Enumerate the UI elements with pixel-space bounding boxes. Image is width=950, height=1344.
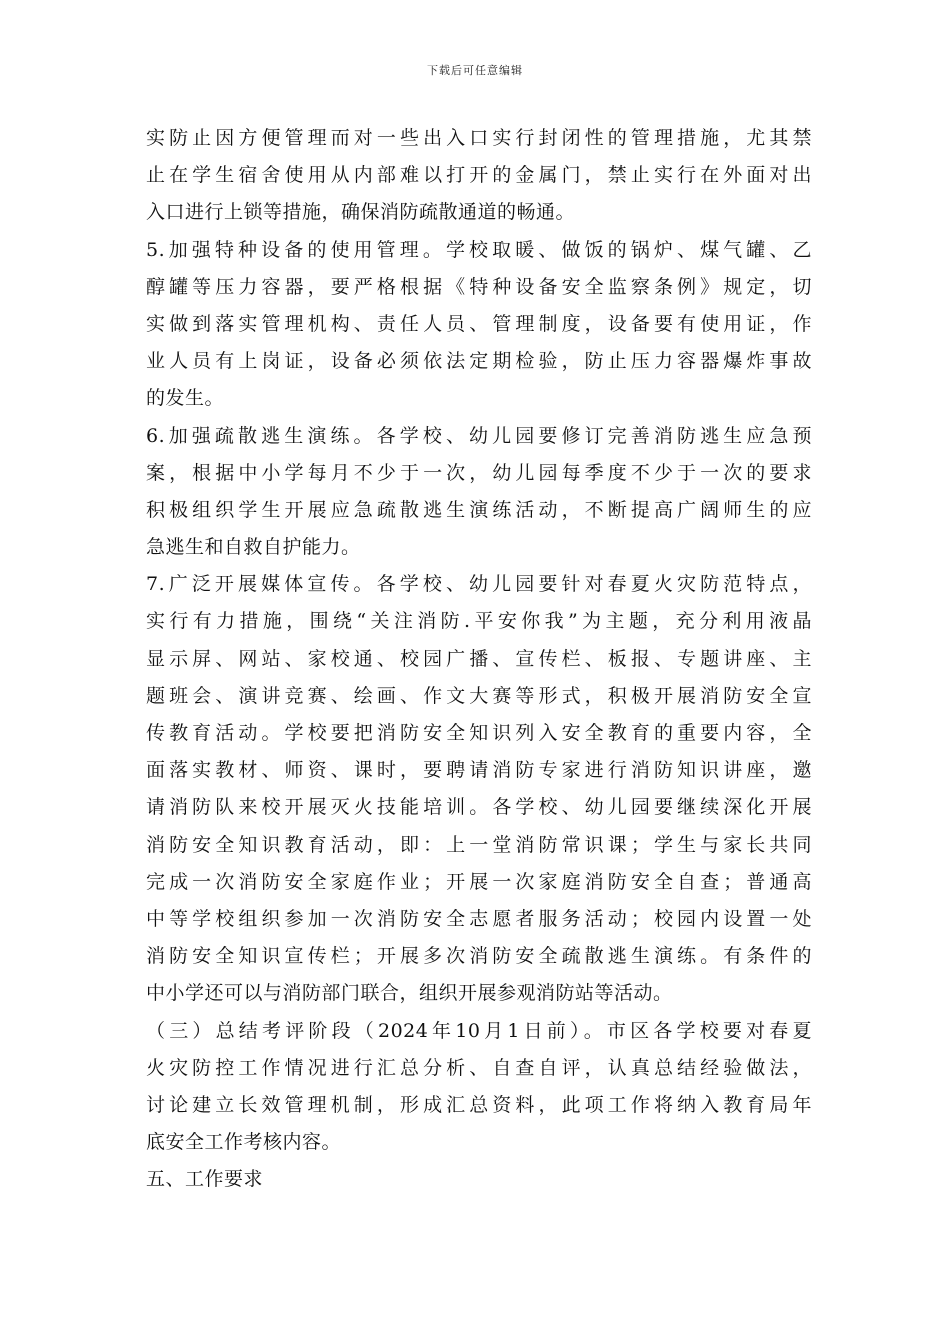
text-line: 题班会、演讲竞赛、绘画、作文大赛等形式，积极开展消防安全宣 <box>146 684 812 707</box>
text-line: 6.加强疏散逃生演练。各学校、幼儿园要修订完善消防逃生应急预 <box>146 424 812 447</box>
text-line: 消防安全知识宣传栏；开展多次消防安全疏散逃生演练。有条件的 <box>146 945 812 968</box>
text-line: 实做到落实管理机构、责任人员、管理制度，设备要有使用证，作 <box>146 312 812 335</box>
text-line: 完成一次消防安全家庭作业；开展一次家庭消防安全自查；普通高 <box>146 870 812 893</box>
text-line: 火灾防控工作情况进行汇总分析、自查自评，认真总结经验做法， <box>146 1056 812 1079</box>
text-line: 显示屏、网站、家校通、校园广播、宣传栏、板报、专题讲座、主 <box>146 647 812 670</box>
text-line: 业人员有上岗证，设备必须依法定期检验，防止压力容器爆炸事故 <box>146 350 812 373</box>
text-line: 急逃生和自救自护能力。 <box>146 536 361 559</box>
text-line: 的发生。 <box>146 387 225 410</box>
text-line: 实防止因方便管理而对一些出入口实行封闭性的管理措施，尤其禁 <box>146 127 812 149</box>
text-line: 案，根据中小学每月不少于一次，幼儿园每季度不少于一次的要求 <box>146 461 812 484</box>
text-line: 五、工作要求 <box>146 1168 264 1191</box>
text-line: 请消防队来校开展灭火技能培训。各学校、幼儿园要继续深化开展 <box>146 796 812 819</box>
text-line: （三）总结考评阶段（2024年10月1日前）。市区各学校要对春夏 <box>146 1019 812 1042</box>
text-line: 消防安全知识教育活动，即：上一堂消防常识课；学生与家长共同 <box>146 833 812 856</box>
text-line: 7.广泛开展媒体宣传。各学校、幼儿园要针对春夏火灾防范特点， <box>146 573 812 596</box>
text-line: 积极组织学生开展应急疏散逃生演练活动，不断提高广阔师生的应 <box>146 498 812 521</box>
document-body <box>146 120 812 1198</box>
page-header: 下载后可任意编辑 <box>427 64 523 77</box>
text-line: 面落实教材、师资、课时，要聘请消防专家进行消防知识讲座，邀 <box>146 759 812 782</box>
text-line: 入口进行上锁等措施，确保消防疏散通道的畅通。 <box>146 201 576 224</box>
text-line: 中等学校组织参加一次消防安全志愿者服务活动；校园内设置一处 <box>146 907 812 930</box>
text-line: 传教育活动。学校要把消防安全知识列入安全教育的重要内容，全 <box>146 722 812 744</box>
text-line: 止在学生宿舍使用从内部难以打开的金属门，禁止实行在外面对出 <box>146 164 812 187</box>
text-line: 实行有力措施，围绕“关注消防.平安你我”为主题，充分利用液晶 <box>146 610 812 633</box>
text-line: 5.加强特种设备的使用管理。学校取暖、做饭的锅炉、煤气罐、乙 <box>146 238 812 261</box>
text-line: 底安全工作考核内容。 <box>146 1131 342 1154</box>
text-line: 醇罐等压力容器，要严格根据《特种设备安全监察条例》规定，切 <box>146 275 812 298</box>
text-line: 中小学还可以与消防部门联合，组织开展参观消防站等活动。 <box>146 982 673 1005</box>
text-line: 讨论建立长效管理机制，形成汇总资料，此项工作将纳入教育局年 <box>146 1093 812 1116</box>
